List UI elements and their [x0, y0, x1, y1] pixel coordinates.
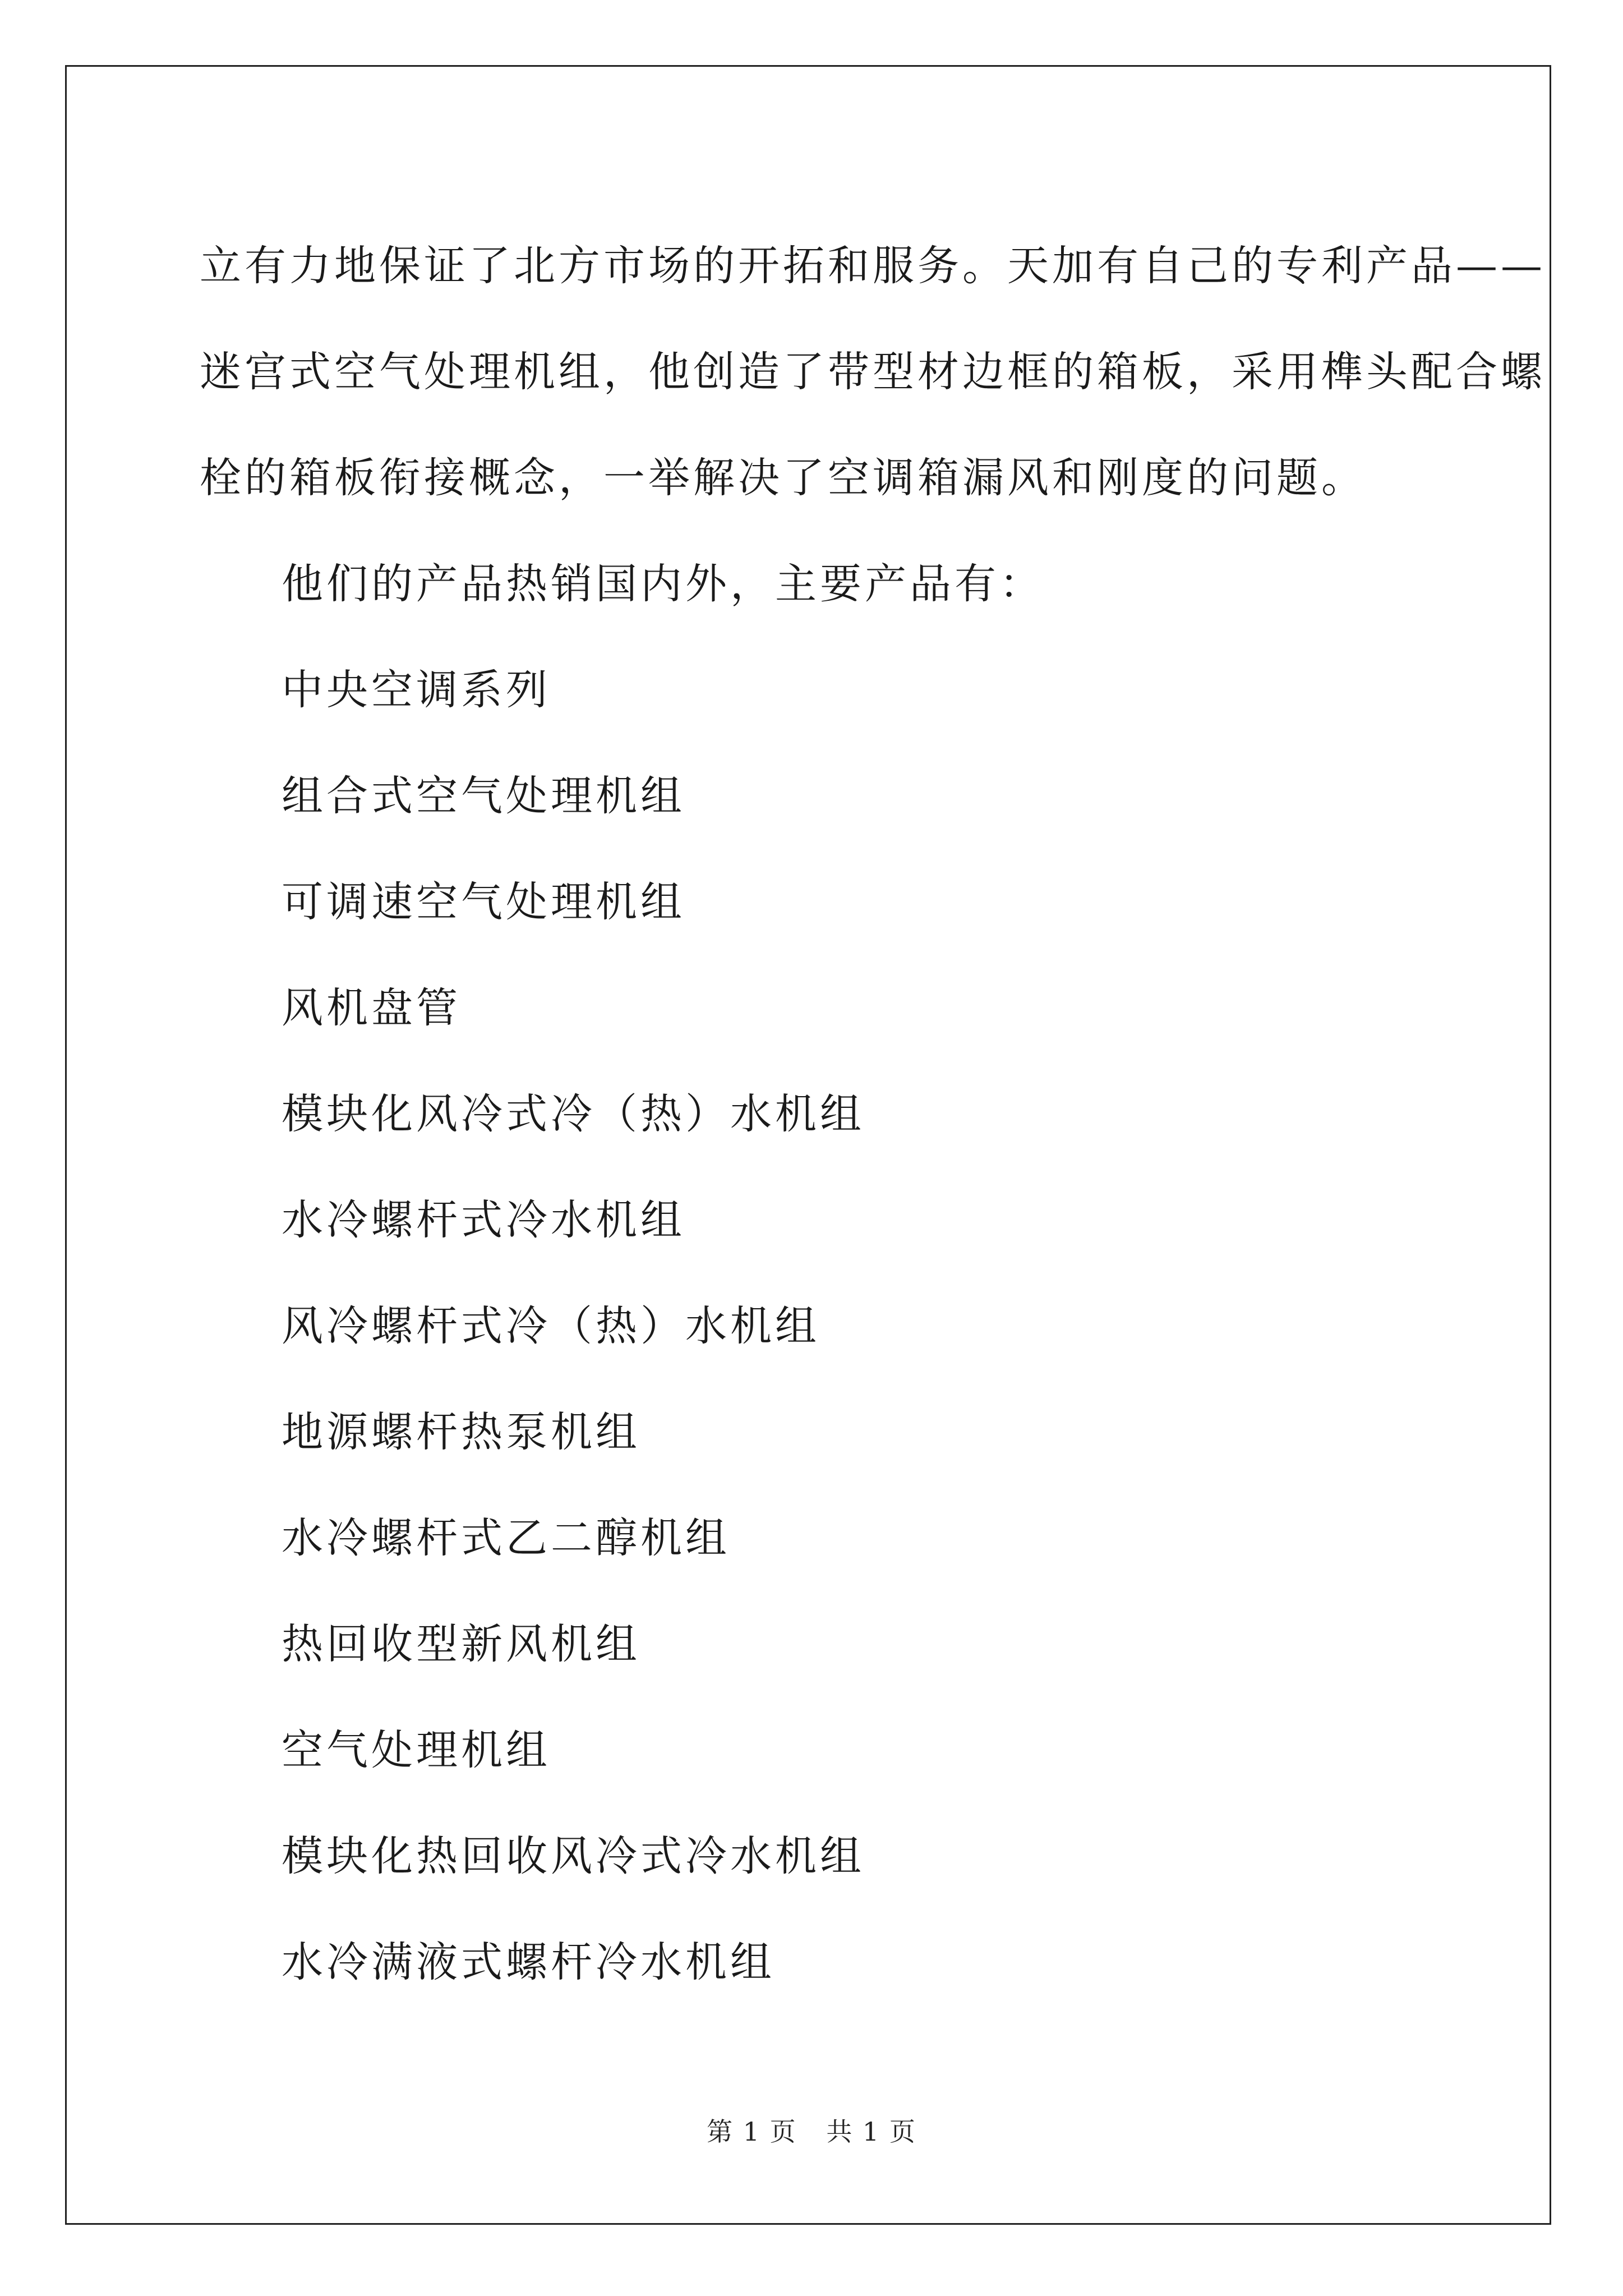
list-item: 风冷螺杆式冷（热）水机组	[282, 1302, 820, 1350]
page-total: 共 1 页	[826, 2116, 916, 2147]
paragraph-line: 迷宫式空气处理机组，他创造了带型材边框的箱板，采用榫头配合螺	[200, 348, 1546, 396]
list-item: 模块化风冷式冷（热）水机组	[282, 1090, 865, 1138]
paragraph-line: 立有力地保证了北方市场的开拓和服务。天加有自己的专利产品——	[200, 242, 1546, 290]
page-footer	[0, 2115, 1623, 2148]
list-item: 水冷满液式螺杆冷水机组	[282, 1938, 775, 1986]
list-item: 水冷螺杆式乙二醇机组	[282, 1514, 730, 1562]
list-item: 热回收型新风机组	[282, 1620, 640, 1668]
page-number: 第 1 页	[707, 2116, 797, 2147]
document-body	[200, 213, 1546, 2016]
list-item: 可调速空气处理机组	[282, 878, 685, 926]
list-item: 空气处理机组	[282, 1726, 551, 1774]
list-item: 地源螺杆热泵机组	[282, 1408, 640, 1456]
list-item: 模块化热回收风冷式冷水机组	[282, 1832, 865, 1880]
list-item: 组合式空气处理机组	[282, 772, 685, 820]
list-item: 风机盘管	[282, 984, 461, 1032]
product-list	[200, 637, 1428, 2016]
list-item: 水冷螺杆式冷水机组	[282, 1196, 685, 1244]
body-paragraph	[200, 213, 1546, 531]
products-intro: 他们的产品热销国内外，主要产品有：	[282, 560, 1044, 608]
list-item: 中央空调系列	[282, 666, 551, 714]
paragraph-line: 栓的箱板衔接概念，一举解决了空调箱漏风和刚度的问题。	[200, 454, 1366, 502]
